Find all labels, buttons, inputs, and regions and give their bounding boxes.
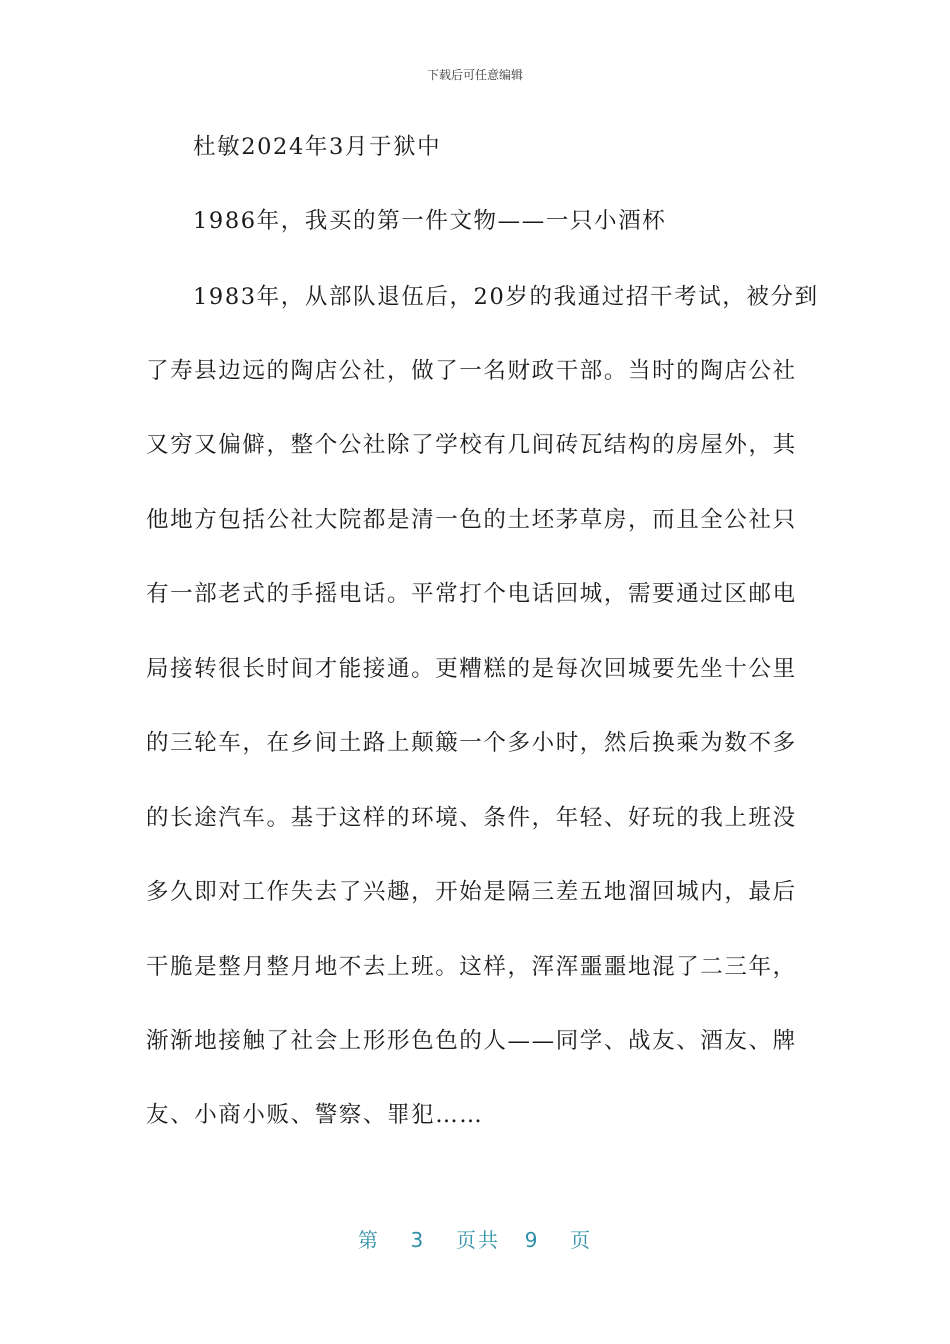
page-footer <box>0 1224 950 1253</box>
footer-middle: 页共 <box>456 1228 500 1252</box>
paragraph-line: 友、小商小贩、警察、罪犯…… <box>146 1102 484 1128</box>
paragraph-line: 的长途汽车。基于这样的环境、条件，年轻、好玩的我上班没 <box>146 805 797 831</box>
section-title: 1986年，我买的第一件文物——一只小酒杯 <box>193 208 667 234</box>
footer-suffix: 页 <box>570 1228 593 1252</box>
paragraph-line: 了寿县边远的陶店公社，做了一名财政干部。当时的陶店公社 <box>146 358 797 384</box>
footer-prefix: 第 <box>357 1228 380 1252</box>
paragraph-line: 局接转很长时间才能接通。更糟糕的是每次回城要先坐十公里 <box>146 656 797 682</box>
paragraph-line: 他地方包括公社大院都是清一色的土坯茅草房，而且全公社只 <box>146 507 797 533</box>
paragraph-line: 渐渐地接触了社会上形形色色的人——同学、战友、酒友、牌 <box>146 1028 797 1054</box>
total-page-number: 9 <box>524 1228 540 1252</box>
paragraph-line: 又穷又偏僻，整个公社除了学校有几间砖瓦结构的房屋外，其 <box>146 432 797 458</box>
current-page-number: 3 <box>410 1228 426 1252</box>
paragraph-line: 1983年，从部队退伍后，20岁的我通过招干考试，被分到 <box>193 284 819 310</box>
paragraph-line: 多久即对工作失去了兴趣，开始是隔三差五地溜回城内，最后 <box>146 879 797 905</box>
page-header: 下载后可任意编辑 <box>426 68 523 82</box>
paragraph-line: 有一部老式的手摇电话。平常打个电话回城，需要通过区邮电 <box>146 581 797 607</box>
paragraph-line: 的三轮车，在乡间土路上颠簸一个多小时，然后换乘为数不多 <box>146 730 797 756</box>
paragraph-line: 干脆是整月整月地不去上班。这样，浑浑噩噩地混了二三年， <box>146 954 797 980</box>
author-line: 杜敏2024年3月于狱中 <box>193 134 442 160</box>
